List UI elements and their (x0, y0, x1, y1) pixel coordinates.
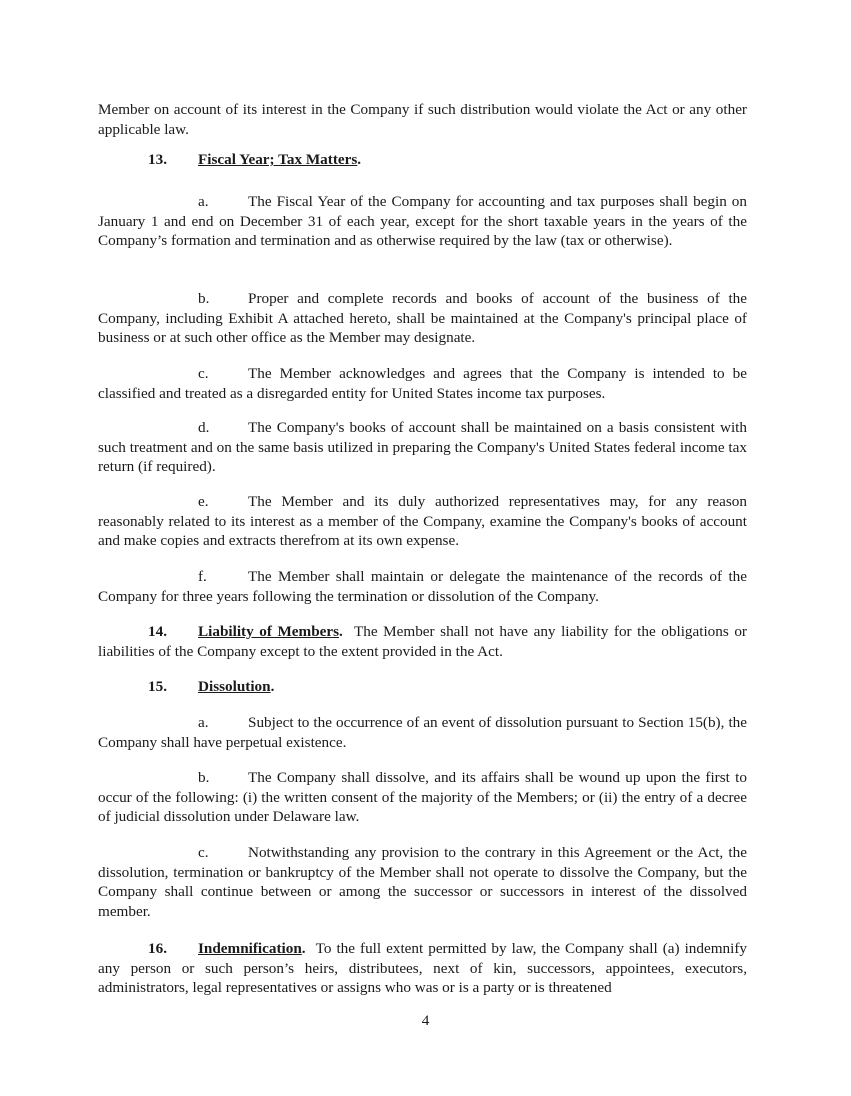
section-13c: c. The Member acknowledges and agrees that the Company is intended to be classified and treated as a disregarded entity for United States income tax purposes. (98, 365, 747, 402)
page-number: 4 (421, 1012, 430, 1029)
section-16: 16. Indemnification. To the full extent permitted by law, the Company shall (a) indemnify any person or such person’s heirs, distributees, next of kin, successors, appointees, executors, administrators, legal representatives or assigns who was or is a party or is threatened (98, 940, 747, 997)
section-15-title: Dissolution (198, 678, 271, 695)
section-13f: f. The Member shall maintain or delegate the maintenance of the records of the Company for three years following the termination or dissolution of the Company. (98, 568, 747, 605)
section-14-title: Liability of Members (198, 623, 340, 640)
section-15b: b. The Company shall dissolve, and its affairs shall be wound up upon the first to occur of the following: (i) the written consent of the majority of the Members; or (ii) the entry of a decree of judicial dissolution under Delaware law. (98, 769, 747, 826)
section-13a: a. The Fiscal Year of the Company for accounting and tax purposes shall begin on January 1 and end on December 31 of each year, except for the short taxable years in the years of the Company’s formation and termination and as otherwise required by the law (tax or otherwise). (98, 193, 747, 250)
section-15a: a. Subject to the occurrence of an event of dissolution pursuant to Section 15(b), the Company shall have perpetual existence. (98, 714, 747, 751)
section-13b: b. Proper and complete records and books of account of the business of the Company, including Exhibit A attached hereto, shall be maintained at the Company's principal place of business or at such other office as the Member may designate. (98, 290, 747, 347)
section-14: 14. Liability of Members. The Member shall not have any liability for the obligations or liabilities of the Company except to the extent provided in the Act. (98, 623, 747, 660)
section-13d: d. The Company's books of account shall be maintained on a basis consistent with such treatment and on the same basis utilized in preparing the Company's United States federal income tax return (if required). (98, 419, 747, 476)
section-13-title: Fiscal Year; Tax Matters (198, 151, 358, 168)
section-13-heading: 13. Fiscal Year; Tax Matters. (148, 151, 362, 168)
section-16-title: Indemnification (198, 940, 302, 957)
section-15c: c. Notwithstanding any provision to the contrary in this Agreement or the Act, the dissolution, termination or bankruptcy of the Member shall not operate to dissolve the Company, but the Company shall continue between or among the successor or successors in interest of the dissolved member. (98, 844, 747, 920)
section-13e: e. The Member and its duly authorized representatives may, for any reason reasonably related to its interest as a member of the Company, examine the Company's books of account and make copies and extracts therefrom at its own expense. (98, 493, 747, 550)
section-15-heading: 15. Dissolution. (148, 678, 275, 695)
intro-paragraph: Member on account of its interest in the Company if such distribution would violate the Act or any other applicable law. (98, 101, 747, 138)
